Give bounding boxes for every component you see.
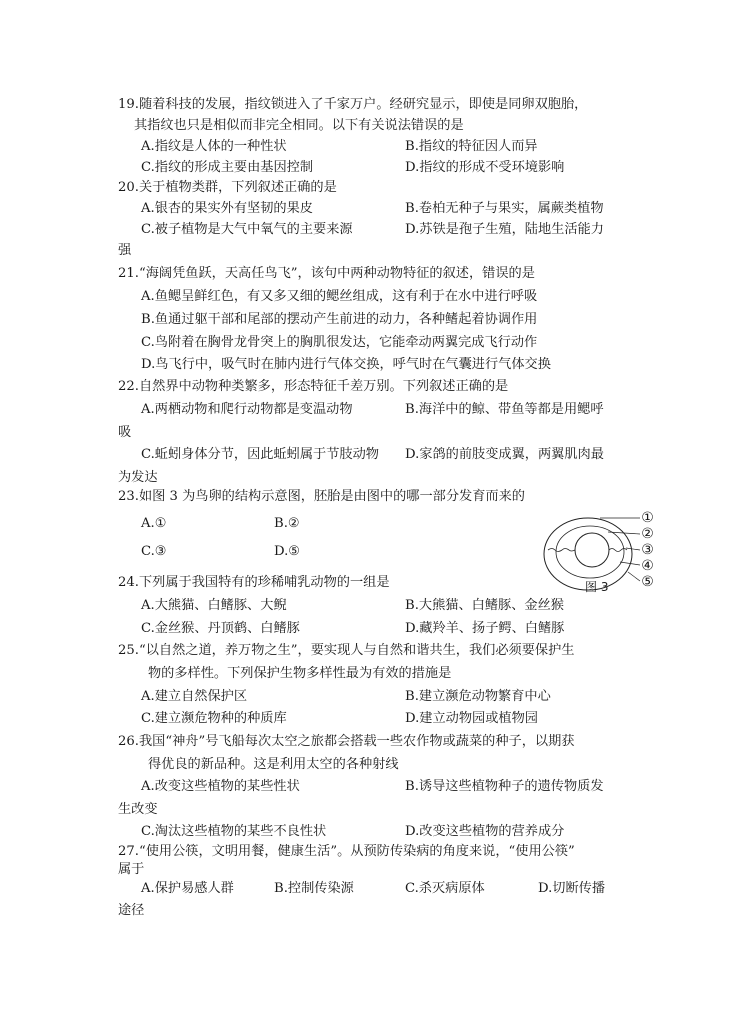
q19-stem-line2: 其指纹也只是相似而非完全相同。以下有关说法错误的是 xyxy=(134,118,464,133)
q19-option-b: B.指纹的特征因人而异 xyxy=(405,139,538,154)
q21-option-a: A.鱼鳃呈鲜红色，有又多又细的鳃丝组成，这有利于在水中进行呼吸 xyxy=(141,289,538,304)
q20-stem: 20.关于植物类群，下列叙述正确的是 xyxy=(118,180,337,195)
q27-stem-line1: 27.“使用公筷，文明用餐，健康生活”。从预防传染病的角度来说，“使用公筷” xyxy=(118,844,575,859)
q26-option-b-line1: B.诱导这些植物种子的遗传物质发 xyxy=(405,779,604,794)
q20-option-d-line1: D.苏铁是孢子生殖，陆地生活能力 xyxy=(405,222,604,237)
q22-option-d-line1: D.家鸽的前肢变成翼，两翼肌肉最 xyxy=(405,447,604,462)
q26-stem-line1: 26.我国“神舟”号飞船每次太空之旅都会搭载一些农作物或蔬菜的种子，以期获 xyxy=(118,734,575,749)
q21-stem: 21.“海阔凭鱼跃，天高任鸟飞”，该句中两种动物特征的叙述，错误的是 xyxy=(118,266,535,281)
q19-option-c: C.指纹的形成主要由基因控制 xyxy=(141,160,314,175)
q21-option-c: C.鸟附着在胸骨龙骨突上的胸肌很发达，它能牵动两翼完成飞行动作 xyxy=(141,335,538,350)
q20-option-d-line2: 强 xyxy=(118,243,132,258)
q20-option-a: A.银杏的果实外有坚韧的果皮 xyxy=(141,201,313,216)
q23-option-c: C.③ xyxy=(141,544,167,559)
q22-stem: 22.自然界中动物种类繁多，形态特征千差万别。下列叙述正确的是 xyxy=(118,379,509,394)
q26-option-c: C.淘汰这些植物的某些不良性状 xyxy=(141,824,327,839)
q22-option-d-line2: 为发达 xyxy=(118,470,158,485)
q22-option-a: A.两栖动物和爬行动物都是变温动物 xyxy=(141,402,353,417)
q26-option-d: D.改变这些植物的营养成分 xyxy=(405,824,565,839)
leader-line-3 xyxy=(626,548,640,550)
q27-stem-line2: 属于 xyxy=(118,862,145,877)
q20-option-b: B.卷柏无种子与果实，属蕨类植物 xyxy=(405,201,604,216)
q27-option-d-line1: D.切断传播 xyxy=(538,881,606,896)
yolk-circle xyxy=(575,533,609,567)
q23-option-a: A.① xyxy=(141,516,167,531)
q25-option-a: A.建立自然保护区 xyxy=(141,689,248,704)
q22-option-b-line1: B.海洋中的鲸、带鱼等都是用鳃呼 xyxy=(405,402,604,417)
q24-option-a: A.大熊猫、白鳍豚、大鲵 xyxy=(141,598,287,613)
figure-label-4: ④ xyxy=(641,558,654,574)
q25-option-b: B.建立濒危动物繁育中心 xyxy=(405,689,551,704)
q27-option-a: A.保护易感人群 xyxy=(141,881,234,896)
q19-option-d: D.指纹的形成不受环境影响 xyxy=(405,160,565,175)
q22-option-c: C.蚯蚓身体分节，因此蚯蚓属于节肢动物 xyxy=(141,447,379,462)
q26-stem-line2: 得优良的新品种。这是利用太空的各种射线 xyxy=(148,757,399,772)
q24-option-d: D.藏羚羊、扬子鳄、白鳍豚 xyxy=(405,621,565,636)
figure-label-3: ③ xyxy=(641,542,654,558)
q21-option-b: B.鱼通过躯干部和尾部的摆动产生前进的动力，各种鳍起着协调作用 xyxy=(141,312,538,327)
q21-option-d: D.鸟飞行中，吸气时在肺内进行气体交换，呼气时在气囊进行气体交换 xyxy=(141,357,551,372)
q23-stem: 23.如图 3 为鸟卵的结构示意图，胚胎是由图中的哪一部分发育而来的 xyxy=(118,489,525,504)
q20-option-c: C.被子植物是大气中氧气的主要来源 xyxy=(141,222,353,237)
figure-label-5: ⑤ xyxy=(641,574,654,590)
q19-stem-line1: 19.随着科技的发展，指纹锁进入了千家万户。经研究显示，即使是同卵双胞胎， xyxy=(118,97,588,112)
q25-option-d: D.建立动物园或植物园 xyxy=(405,711,538,726)
q22-option-b-line2: 吸 xyxy=(118,425,132,440)
egg-white-outline xyxy=(556,526,624,578)
q24-option-c: C.金丝猴、丹顶鹤、白鳍豚 xyxy=(141,621,300,636)
q19-option-a: A.指纹是人体的一种性状 xyxy=(141,139,287,154)
q23-option-b: B.② xyxy=(274,516,300,531)
q26-option-b-line2: 生改变 xyxy=(118,802,158,817)
q24-stem: 24.下列属于我国特有的珍稀哺乳动物的一组是 xyxy=(118,575,390,590)
figure-label-2: ② xyxy=(641,526,654,542)
q23-option-d: D.⑤ xyxy=(274,544,301,559)
chalaza-left xyxy=(548,549,575,552)
q25-stem-line2: 物的多样性。下列保护生物多样性最为有效的措施是 xyxy=(148,666,452,681)
leader-line-5 xyxy=(628,572,640,581)
q25-stem-line1: 25.“以自然之道，养万物之生”，要实现人与自然和谐共生，我们必须要保护生 xyxy=(118,643,575,658)
q27-option-b: B.控制传染源 xyxy=(274,881,354,896)
q26-option-a: A.改变这些植物的某些性状 xyxy=(141,779,300,794)
q24-option-b: B.大熊猫、白鳍豚、金丝猴 xyxy=(405,598,564,613)
q25-option-c: C.建立濒危物种的种质库 xyxy=(141,711,287,726)
figure-caption: 图 3 xyxy=(585,580,609,594)
figure-label-1: ① xyxy=(641,510,654,526)
q27-option-c: C.杀灭病原体 xyxy=(405,881,485,896)
q27-option-d-line2: 途径 xyxy=(118,903,145,918)
